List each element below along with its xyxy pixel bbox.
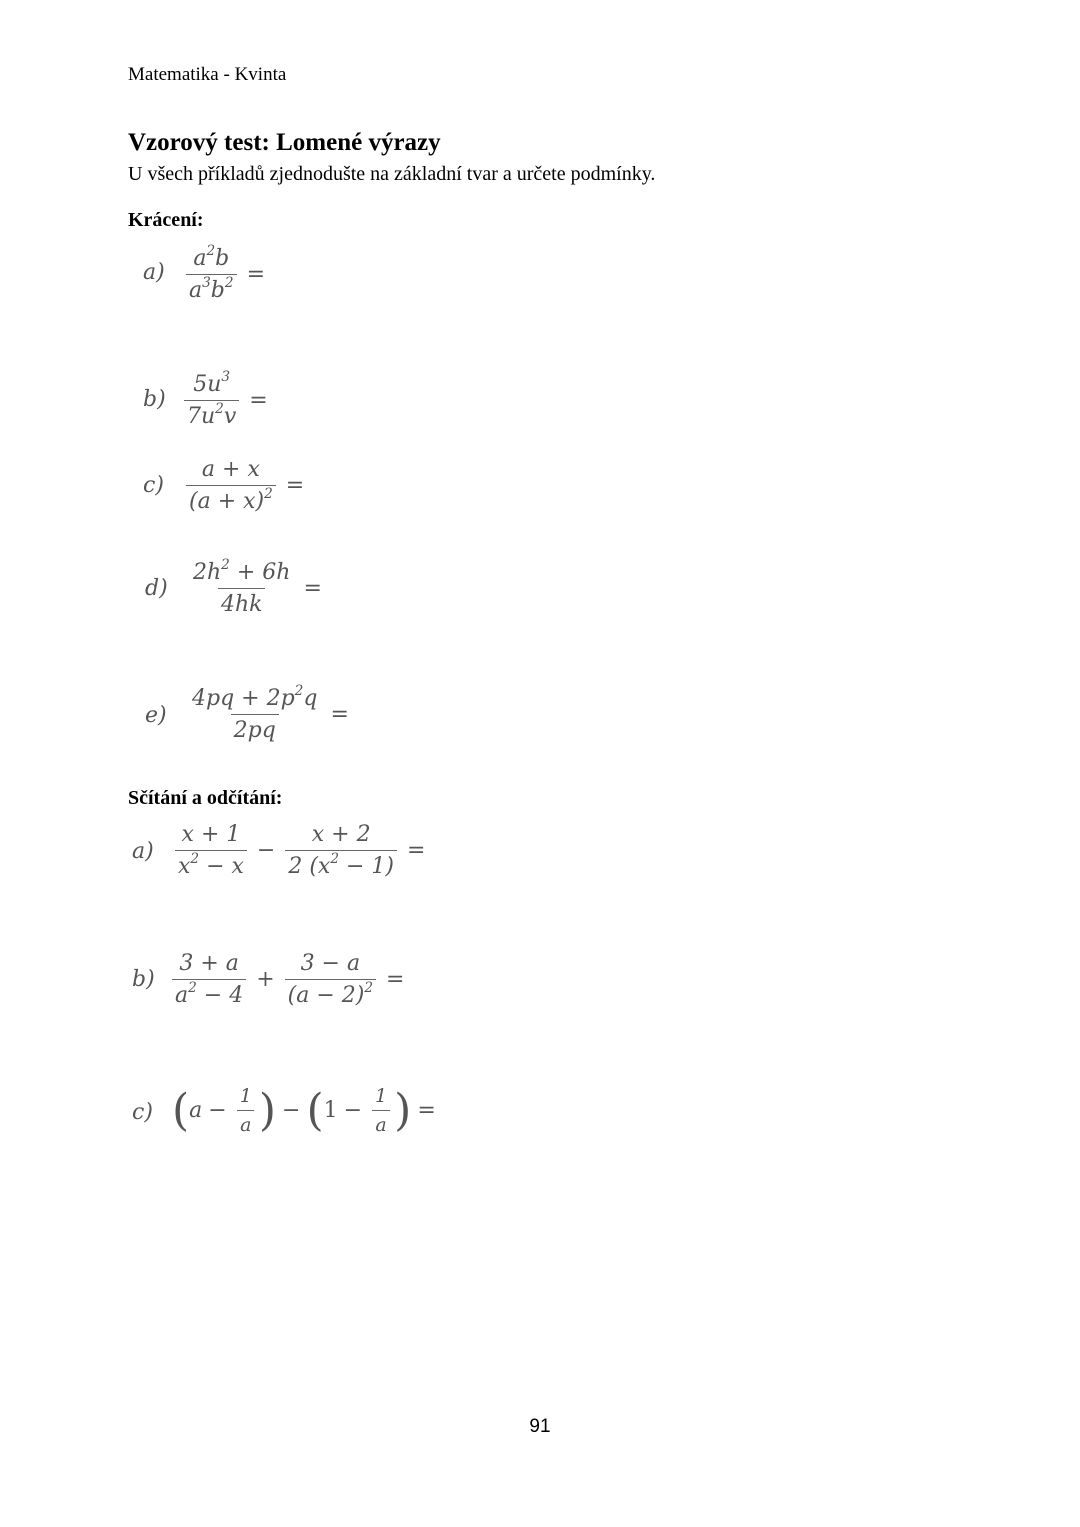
expression: ( a − $\frac{1}{a}$ ) − ( 1 − $\frac{1}{a}$ ) =	[172, 1084, 436, 1136]
fraction: $\frac{4pq + 2p^2q}{2pq}$	[192, 682, 318, 743]
fraction: $\frac{3 - a}{(a - 2)^2}$	[285, 951, 376, 1008]
expression	[180, 368, 274, 429]
expression	[182, 457, 310, 514]
exercise-label: e)	[145, 703, 167, 728]
equals-sign: =	[246, 262, 265, 287]
exercise-label: b)	[143, 387, 166, 412]
equals-sign: =	[330, 702, 349, 727]
fraction: $\frac{x + 2}{2 (x^2 - 1)}$	[285, 822, 397, 879]
expression	[182, 242, 271, 303]
exercise-label: d)	[145, 576, 168, 601]
section-heading-kraceni: Krácení:	[128, 209, 204, 231]
page-header: Matematika - Kvinta	[128, 64, 287, 85]
equals-sign: =	[285, 473, 305, 498]
exercise-label: c)	[132, 1100, 153, 1125]
exercise-label: b)	[132, 967, 155, 992]
plus-sign: +	[256, 967, 275, 992]
right-paren: )	[258, 1084, 276, 1136]
minus-sign: −	[282, 1098, 301, 1123]
page-title: Vzorový test: Lomené výrazy	[128, 129, 441, 156]
equals-sign: =	[386, 967, 405, 992]
fraction: $\frac{a + x}{(a + x)^2}$	[186, 457, 276, 514]
fraction: $\frac{1}{a}$	[372, 1085, 390, 1136]
fraction: $\frac{x + 1}{x^2 - x}$	[175, 822, 247, 879]
exercise-label: a)	[132, 839, 154, 864]
right-paren: )	[394, 1084, 412, 1136]
left-paren: (	[172, 1084, 190, 1136]
expression	[185, 682, 355, 743]
equals-sign: =	[407, 838, 426, 863]
expression	[171, 822, 431, 879]
section-heading-scitani: Sčítání a odčítání:	[128, 787, 283, 809]
equals-sign: =	[417, 1098, 436, 1123]
expression	[186, 556, 328, 617]
fraction: $\frac{a^2b}{a^3b^2}$	[186, 246, 237, 303]
fraction: $\frac{5u^3}{7u^2v}$	[184, 372, 239, 429]
fraction: $\frac{3 + a}{a^2 - 4}$	[172, 951, 246, 1008]
fraction: $\frac{2h^2 + 6h}{4hk}$	[193, 556, 291, 617]
instructions: U všech příkladů zjednodušte na základní tvar a určete podmínky.	[128, 163, 656, 185]
exercise-label: a)	[143, 260, 165, 285]
expression	[168, 951, 410, 1008]
equals-sign: =	[249, 388, 268, 413]
minus-sign: −	[256, 838, 276, 863]
page-number: 91	[529, 1416, 551, 1437]
equals-sign: =	[303, 576, 322, 601]
fraction: $\frac{1}{a}$	[237, 1085, 255, 1136]
left-paren: (	[306, 1084, 324, 1136]
exercise-label: c)	[143, 473, 164, 498]
